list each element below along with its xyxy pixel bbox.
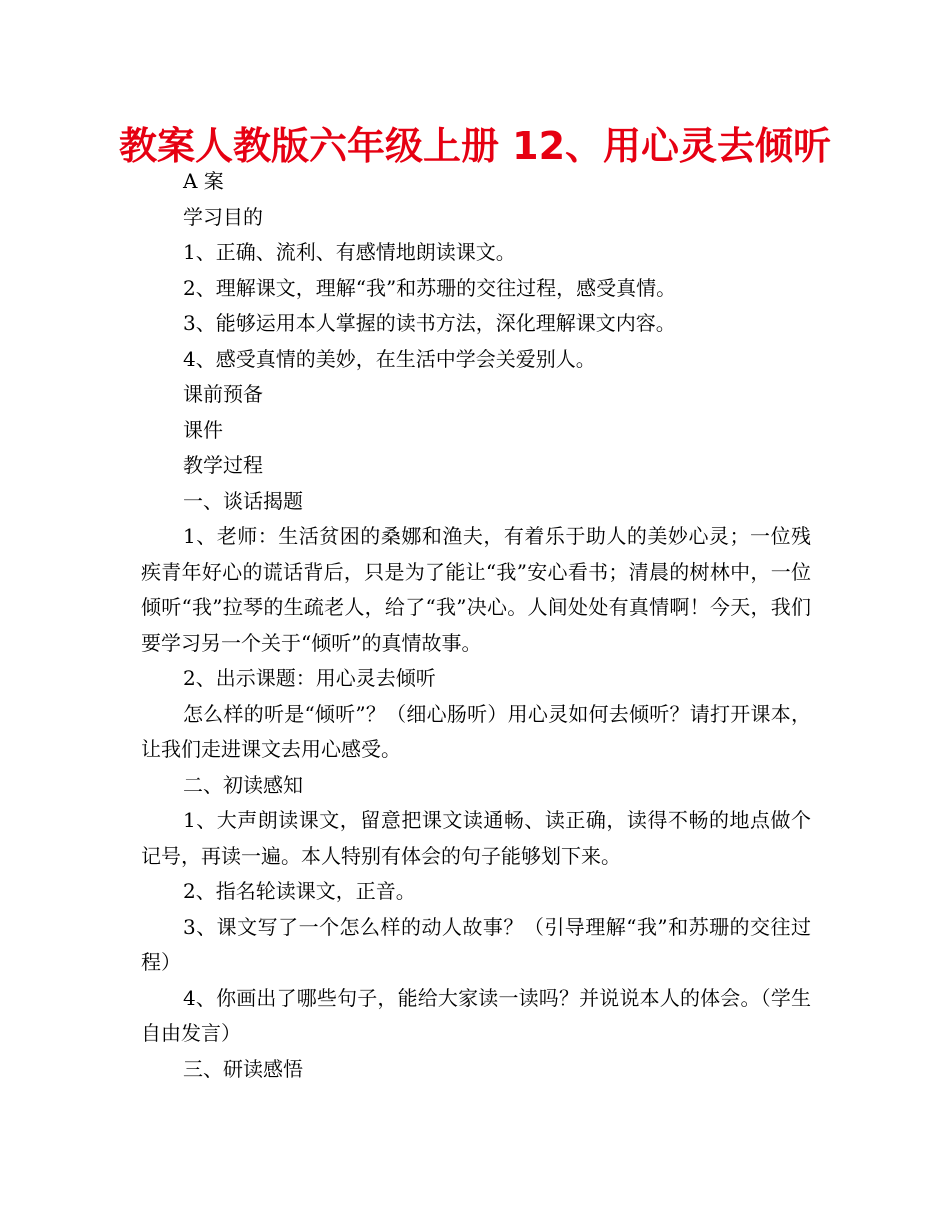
document-body xyxy=(141,164,811,1087)
paragraph: 1、老师：生活贫困的桑娜和渔夫，有着乐于助人的美妙心灵；一位残疾青年好心的谎话背后，只是为了能让“我”安心看书；清晨的树林中，一位倾听“我”拉琴的生疏老人，给了“我”决心。人间处处有真情啊！今天，我们要学习另一个关于“倾听”的真情故事。 xyxy=(141,524,811,655)
paragraph: 学习目的 xyxy=(183,204,263,229)
document-title: 教案人教版六年级上册 12、用心灵去倾听 xyxy=(118,124,832,168)
paragraph: 怎么样的听是“倾听”？（细心肠听）用心灵如何去倾听？请打开课本，让我们走进课文去用心感受。 xyxy=(141,701,811,761)
paragraph: 3、课文写了一个怎么样的动人故事？（引导理解“我”和苏珊的交往过程） xyxy=(141,914,811,974)
paragraph: 一、谈话揭题 xyxy=(183,488,303,513)
paragraph: 课件 xyxy=(183,417,223,442)
paragraph: 4、你画出了哪些句子，能给大家读一读吗？并说说本人的体会。（学生自由发言） xyxy=(141,985,811,1045)
paragraph: 2、出示课题：用心灵去倾听 xyxy=(183,666,436,690)
paragraph: 2、理解课文，理解“我”和苏珊的交往过程，感受真情。 xyxy=(183,275,677,300)
paragraph: 二、初读感知 xyxy=(183,772,303,797)
paragraph: 三、研读感悟 xyxy=(183,1056,303,1081)
paragraph: 教学过程 xyxy=(183,453,263,477)
paragraph: 4、感受真情的美妙，在生活中学会关爱别人。 xyxy=(183,346,596,371)
paragraph: A 案 xyxy=(183,169,224,193)
paragraph: 3、能够运用本人掌握的读书方法，深化理解课文内容。 xyxy=(183,311,676,335)
paragraph: 2、指名轮读课文，正音。 xyxy=(183,879,416,903)
paragraph: 1、正确、流利、有感情地朗读课文。 xyxy=(183,240,516,264)
paragraph: 1、大声朗读课文，留意把课文读通畅、读正确，读得不畅的地点做个记号，再读一遍。本人特别有体会的句子能够划下来。 xyxy=(141,808,811,868)
paragraph: 课前预备 xyxy=(183,382,263,406)
